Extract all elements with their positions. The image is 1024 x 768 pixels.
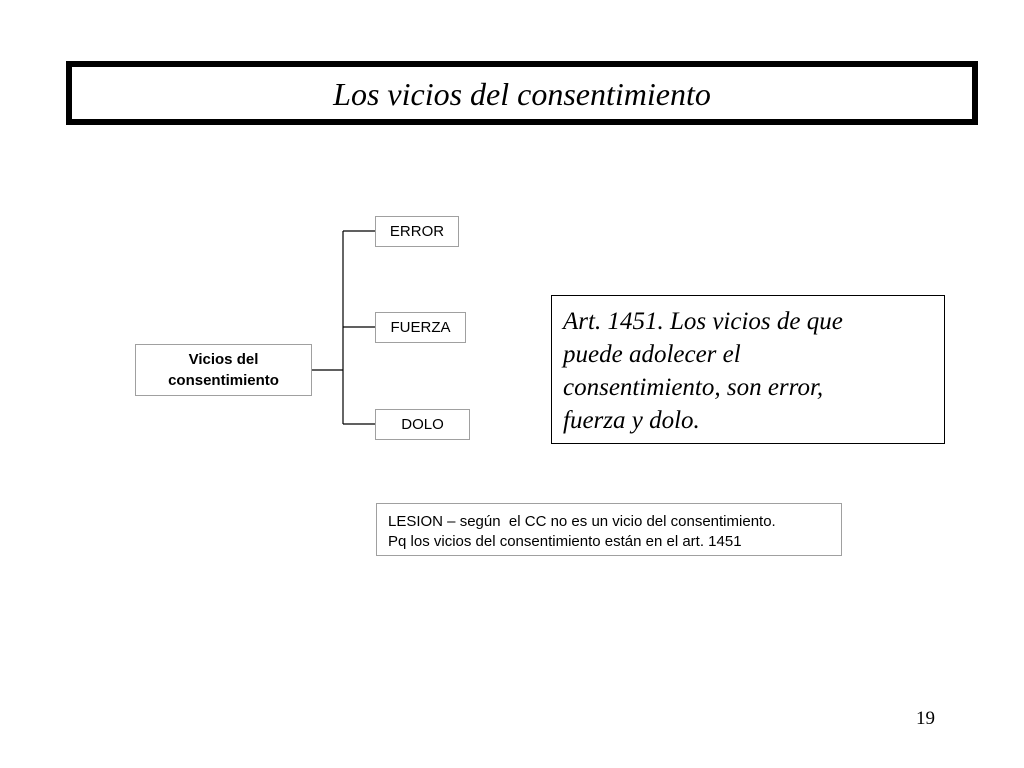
branch-node-fuerza <box>375 312 466 343</box>
lesion-note-box <box>376 503 842 556</box>
branch-node-dolo-label: DOLO <box>401 415 444 433</box>
root-node-vicios-del-consentimiento <box>135 344 312 396</box>
branch-node-dolo <box>375 409 470 440</box>
article-line: consentimiento, son error, <box>563 374 824 401</box>
branch-node-error <box>375 216 459 247</box>
branch-node-error-label: ERROR <box>389 222 445 240</box>
article-1451-box <box>551 295 945 444</box>
lesion-note-line1: LESION – según el CC no es un vicio del consentimiento. <box>388 513 776 530</box>
article-line: puede adolecer el <box>563 341 741 368</box>
branch-node-fuerza-label: FUERZA <box>390 318 451 336</box>
page-number: 19 <box>916 708 935 729</box>
root-node-label-line2: consentimiento <box>168 372 279 389</box>
article-line: Art. 1451. Los vicios de que <box>563 308 843 335</box>
root-node-label-line1: Vicios del <box>188 351 259 368</box>
article-line: fuerza y dolo. <box>563 407 700 434</box>
slide-title: Los vicios del consentimiento <box>333 76 711 112</box>
lesion-note-line2: Pq los vicios del consentimiento están en el art. 1451 <box>388 533 742 550</box>
